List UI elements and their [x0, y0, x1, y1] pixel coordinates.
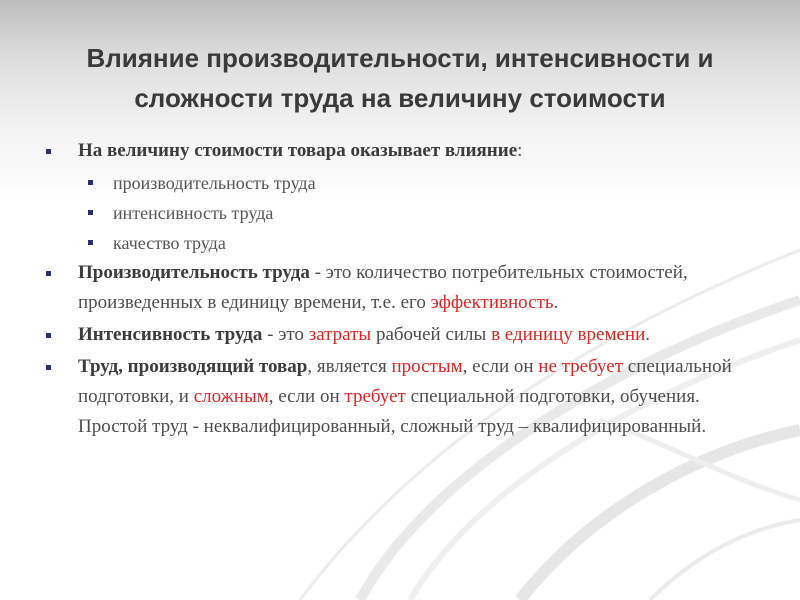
definition-text-b: рабочей силы	[371, 324, 492, 345]
square-bullet-icon	[46, 365, 51, 370]
accent-costs: затраты	[308, 324, 372, 345]
accent-simple: простым	[391, 356, 463, 377]
slide-title	[40, 38, 760, 118]
square-bullet-icon	[46, 333, 51, 338]
term-intensity: Интенсивность труда	[78, 324, 263, 345]
bullet-list	[40, 136, 740, 444]
accent-requires: требует	[344, 386, 406, 407]
definition-text-a: , является	[307, 356, 392, 377]
definition-text: - это количество потребительных стоимостей, произведенных в единицу времени, т.е. его	[78, 262, 688, 313]
definition-text-c: специальной подготовки, и	[78, 356, 732, 407]
subitem-text: производительность труда	[113, 173, 316, 193]
definition-tail: .	[553, 292, 559, 313]
square-bullet-icon	[88, 210, 93, 215]
subitem-text: качество труда	[113, 233, 226, 253]
term-productivity: Производительность труда	[78, 262, 310, 283]
bullet-item-productivity	[40, 258, 740, 318]
accent-per-unit-time: в единицу времени	[491, 324, 646, 345]
square-bullet-icon	[46, 271, 51, 276]
bullet-item-labor-complexity	[40, 352, 740, 442]
subitem-productivity	[40, 168, 740, 198]
bullet-lead-colon: :	[517, 140, 523, 161]
square-bullet-icon	[88, 180, 93, 185]
square-bullet-icon	[46, 149, 51, 154]
definition-text-b: , если он	[462, 356, 539, 377]
accent-does-not-require: не требует	[538, 356, 624, 377]
bullet-item-intensity	[40, 320, 740, 350]
subitem-quality	[40, 228, 740, 258]
slide-title-line-1: Влияние производительности, интенсивности и	[86, 43, 714, 73]
bullet-lead-text: На величину стоимости товара оказывает влияние	[78, 140, 518, 161]
slide-title-line-2: сложности труда на величину стоимости	[134, 83, 666, 113]
definition-text-d: , если он	[268, 386, 345, 407]
bullet-item-influence	[40, 136, 740, 166]
definition-text-e: специальной подготовки, обучения. Простой труд - неквалифицированный, сложный труд – квалифицированный.	[78, 386, 707, 437]
accent-efficiency: эффективность	[430, 292, 554, 313]
definition-tail: .	[645, 324, 651, 345]
definition-text-a: - это	[262, 324, 309, 345]
subitem-text: интенсивность труда	[113, 203, 274, 223]
subitem-intensity	[40, 198, 740, 228]
term-labor-producing-goods: Труд, производящий товар	[78, 356, 308, 377]
square-bullet-icon	[88, 240, 93, 245]
accent-complex: сложным	[193, 386, 269, 407]
